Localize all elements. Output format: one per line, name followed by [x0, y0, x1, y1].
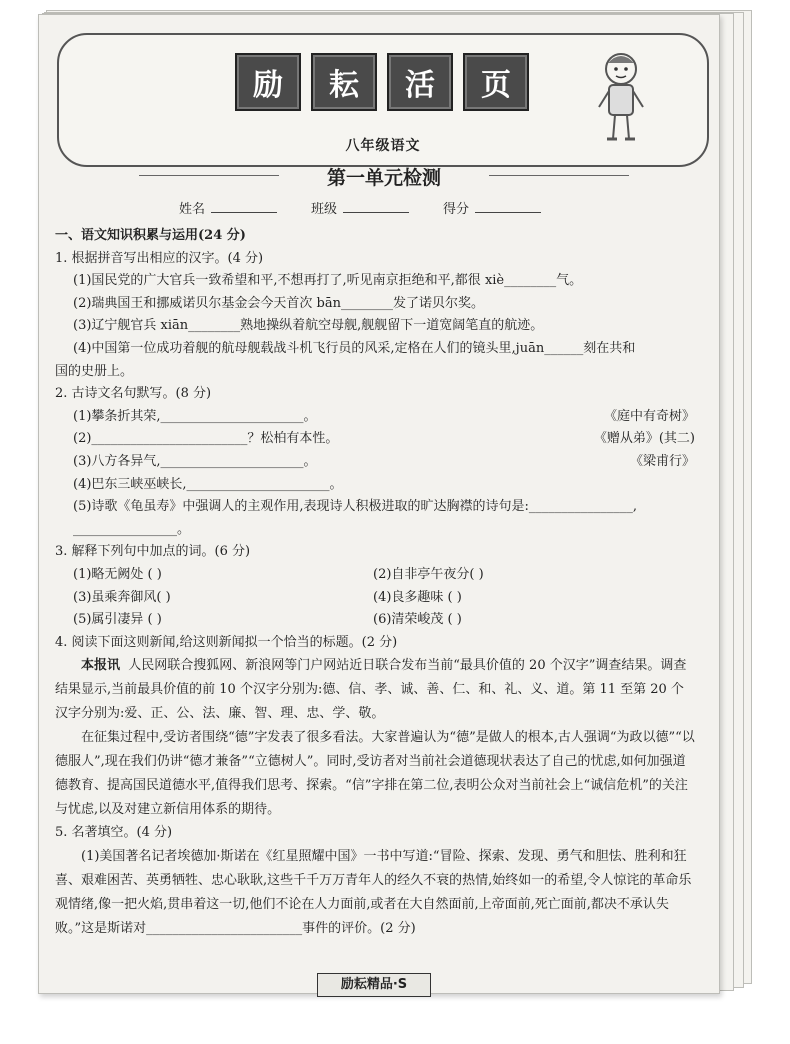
news-paragraph: 在征集过程中,受访者围绕“德”字发表了很多看法。大家普遍认为“德”是做人的根本,古人强调“为政以德”“以德服人”,现在我们仍讲“德才兼备”“立德树人”。同时,受访者对当前社会道德现状表达了自己的忧虑,如何加强道德教育、提高国民道德水平,值得我们思考、探索。“信”字排在第二位,表明公众对当前社会上“诚信危机”的关注与忧虑,以及对建立新信用体系的期待。: [55, 730, 695, 818]
q3-row: (1)略无阙处 ( ) (2)自非亭午夜分( ): [73, 566, 484, 582]
question-2: 2. 古诗文名句默写。(8 分): [55, 386, 212, 402]
q2-item: ________________。: [73, 521, 191, 537]
q2-item: (4)巴东三峡巫峡长,______________________。: [73, 476, 343, 492]
worksheet-page: [38, 14, 720, 994]
q3-row: (3)虽乘奔御风( ) (4)良多趣味 ( ): [73, 589, 462, 605]
q1-item-cont: 国的史册上。: [55, 363, 134, 379]
q2-item: (5)诗歌《龟虽寿》中强调人的主观作用,表现诗人积极进取的旷达胸襟的诗句是:________________,: [73, 499, 638, 515]
grade-label: 八年级语文: [345, 138, 421, 154]
q1-item: (3)辽宁舰官兵 xiān________熟地操纵着航空母舰,舰舰留下一道宽阔笔直的航迹。: [73, 318, 544, 334]
q2-item: (3)八方各异气,______________________。 《梁甫行》: [73, 453, 695, 469]
question-4: 4. 阅读下面这则新闻,给这则新闻拟一个恰当的标题。(2 分): [55, 634, 398, 650]
section-title: 一、语文知识积累与运用(24 分): [55, 228, 246, 243]
news-paragraph: 本报讯 人民网联合搜狐网、新浪网等门户网站近日联合发布当前“最具价值的 20 个汉字”调查结果。调查结果显示,当前最具价值的前 10 个汉字分别为:德、信、孝、诚、善、仁、和、礼、义、道。第 11 至第 20 个汉字分别为:爱、正、公、法、廉、智、理、忠、学、敬。: [55, 658, 687, 722]
q5-paragraph: (1)美国著名记者埃德加·斯诺在《红星照耀中国》一书中写道:“冒险、探索、发现、勇气和胆怯、胜利和狂喜、艰难困苦、英勇牺牲、忠心耿耿,这些千千万万青年人的经久不衰的热情,始终如一的希望,令人惊诧的革命乐观情绪,像一把火焰,贯串着这一切,他们不论在人力面前,或者在大自然面前,上帝面前,死亡面前,都决不承认失败。”这是斯诺对________________________事件的评价。(2 分): [55, 848, 692, 936]
title-tile: 励: [235, 53, 301, 111]
student-info: [179, 198, 541, 217]
child-illustration-icon: [591, 47, 651, 147]
q1-item: (1)国民党的广大官兵一致希望和平,不想再打了,听见南京拒绝和平,都很 xiè________气。: [73, 273, 583, 289]
q1-item: (2)瑞典国王和挪威诺贝尔基金会今天首次 bān________发了诺贝尔奖。: [73, 295, 484, 311]
unit-title: 第一单元检测: [289, 163, 479, 190]
header-banner: [57, 33, 709, 167]
title-tile: 活: [387, 53, 453, 111]
score-field[interactable]: 得分: [443, 198, 541, 217]
q1-item: (4)中国第一位成功着舰的航母舰载战斗机飞行员的风采,定格在人们的镜头里,juān______刻在共和: [73, 340, 636, 356]
question-1: 1. 根据拼音写出相应的汉字。(4 分): [55, 250, 264, 266]
footer-badge: 励耘精品·S: [317, 973, 431, 997]
questions: [55, 225, 695, 941]
class-field[interactable]: 班级: [311, 198, 409, 217]
title-tile: 耘: [311, 53, 377, 111]
q2-item: (2)________________________？松柏有本性。 《赠从弟》(其二): [73, 431, 695, 447]
name-field[interactable]: 姓名: [179, 198, 277, 217]
question-5: 5. 名著填空。(4 分): [55, 825, 173, 841]
question-3: 3. 解释下列句中加点的词。(6 分): [55, 544, 251, 560]
q2-item: (1)攀条折其荣,______________________。 《庭中有奇树》: [73, 408, 695, 424]
title-tile: 页: [463, 53, 529, 111]
q3-row: (5)属引凄异 ( ) (6)清荣峻茂 ( ): [73, 612, 462, 628]
title-tiles: [235, 53, 529, 111]
